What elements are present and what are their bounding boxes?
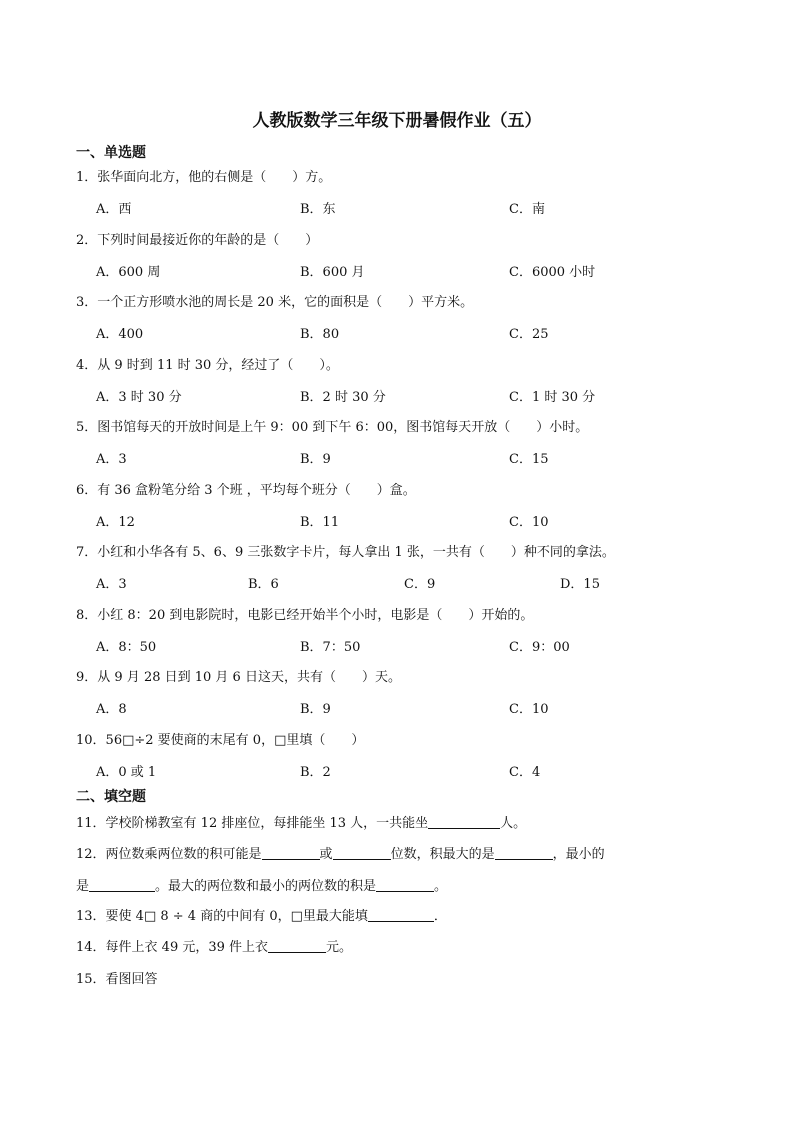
question-15: 15．看图回答 xyxy=(76,972,158,987)
question-14 xyxy=(76,936,352,955)
question-5-option-b[interactable]: B．9 xyxy=(300,452,331,467)
question-text: 或 xyxy=(319,847,333,862)
question-1: 1．张华面向北方，他的右侧是（ ）方。 xyxy=(76,170,332,185)
question-4-option-b[interactable]: B．2 时 30 分 xyxy=(300,389,386,405)
question-2-option-b[interactable]: B．600 月 xyxy=(300,264,365,280)
question-7-option-b[interactable]: B．6 xyxy=(248,577,279,592)
answer-blank[interactable] xyxy=(376,877,434,892)
question-7-option-d[interactable]: D．15 xyxy=(560,577,600,592)
document-title: 人教版数学三年级下册暑假作业（五） xyxy=(252,111,542,131)
question-11 xyxy=(76,812,526,831)
question-5-option-c[interactable]: C．15 xyxy=(509,452,549,467)
question-text: ，最小的 xyxy=(552,847,605,862)
answer-blank[interactable] xyxy=(262,845,320,860)
question-1-option-b[interactable]: B．东 xyxy=(300,202,336,217)
question-2-option-c[interactable]: C．6000 小时 xyxy=(509,264,596,280)
answer-blank[interactable] xyxy=(495,845,553,860)
question-text: 11．学校阶梯教室有 12 排座位，每排能坐 13 人，一共能坐 xyxy=(76,816,429,831)
answer-blank[interactable] xyxy=(368,907,434,922)
question-1-option-a[interactable]: A．西 xyxy=(96,202,132,217)
question-5-option-a[interactable]: A．3 xyxy=(96,452,127,467)
answer-blank[interactable] xyxy=(89,877,155,892)
question-2: 2．下列时间最接近你的年龄的是（ ） xyxy=(76,232,319,248)
question-text: 元。 xyxy=(326,940,353,955)
question-10-option-c[interactable]: C．4 xyxy=(509,764,541,780)
question-9-option-c[interactable]: C．10 xyxy=(509,702,549,717)
question-text: 14．每件上衣 49 元，39 件上衣 xyxy=(76,940,269,955)
answer-blank[interactable] xyxy=(333,845,391,860)
question-7: 7．小红和小华各有 5、6、9 三张数字卡片，每人拿出 1 张，一共有（ ）种不同的拿法。 xyxy=(76,545,615,560)
question-8-option-c[interactable]: C．9：00 xyxy=(509,639,570,655)
question-text: 是 xyxy=(76,879,90,894)
question-4-option-a[interactable]: A．3 时 30 分 xyxy=(96,389,182,405)
question-2-option-a[interactable]: A．600 周 xyxy=(96,264,161,280)
question-text: ． xyxy=(433,909,447,924)
question-4: 4．从 9 时到 11 时 30 分，经过了（ ）。 xyxy=(76,357,339,373)
question-3-option-c[interactable]: C．25 xyxy=(509,327,549,342)
question-1-option-c[interactable]: C．南 xyxy=(509,202,545,217)
question-9: 9．从 9 月 28 日到 10 月 6 日这天，共有（ ）天。 xyxy=(76,670,401,685)
question-text: 人。 xyxy=(500,816,527,831)
question-6-option-a[interactable]: A．12 xyxy=(96,514,135,530)
question-text: 位数，积最大的是 xyxy=(390,847,495,862)
question-10-option-b[interactable]: B．2 xyxy=(300,764,331,780)
question-7-option-a[interactable]: A．3 xyxy=(96,577,127,592)
question-9-option-b[interactable]: B．9 xyxy=(300,702,331,717)
section-heading-fill-blank: 二、填空题 xyxy=(76,789,146,805)
question-6: 6．有 36 盒粉笔分给 3 个班 ，平均每个班分（ ）盒。 xyxy=(76,482,416,498)
question-8-option-a[interactable]: A．8：50 xyxy=(96,639,157,655)
question-5: 5．图书馆每天的开放时间是上午 9：00 到下午 6：00，图书馆每天开放（ ）小时。 xyxy=(76,420,589,435)
section-heading-single-choice: 一、单选题 xyxy=(76,145,146,161)
question-6-option-c[interactable]: C．10 xyxy=(509,514,549,530)
question-6-option-b[interactable]: B．11 xyxy=(300,514,340,530)
question-text: 12．两位数乘两位数的积可能是 xyxy=(76,847,262,862)
question-9-option-a[interactable]: A．8 xyxy=(96,702,127,717)
answer-blank[interactable] xyxy=(428,814,500,829)
question-10: 10．56□÷2 要使商的末尾有 0，□里填（ ） xyxy=(76,732,365,748)
question-4-option-c[interactable]: C．1 时 30 分 xyxy=(509,389,596,405)
question-text: 。最大的两位数和最小的两位数的积是 xyxy=(155,879,377,894)
question-3-option-a[interactable]: A．400 xyxy=(96,327,144,342)
question-12-line-1 xyxy=(76,843,605,862)
question-8: 8．小红 8：20 到电影院时，电影已经开始半个小时，电影是（ ）开始的。 xyxy=(76,607,534,623)
answer-blank[interactable] xyxy=(268,938,326,953)
question-text: 。 xyxy=(434,879,448,894)
question-10-option-a[interactable]: A．0 或 1 xyxy=(96,764,157,780)
question-8-option-b[interactable]: B．7：50 xyxy=(300,639,361,655)
question-3-option-b[interactable]: B．80 xyxy=(300,327,340,342)
question-7-option-c[interactable]: C．9 xyxy=(404,577,436,592)
question-13 xyxy=(76,905,447,924)
question-text: 13．要使 4□ 8 ÷ 4 商的中间有 0，□里最大能填 xyxy=(76,909,368,924)
question-12-line-2 xyxy=(76,875,447,894)
question-3: 3．一个正方形喷水池的周长是 20 米，它的面积是（ ）平方米。 xyxy=(76,295,474,310)
